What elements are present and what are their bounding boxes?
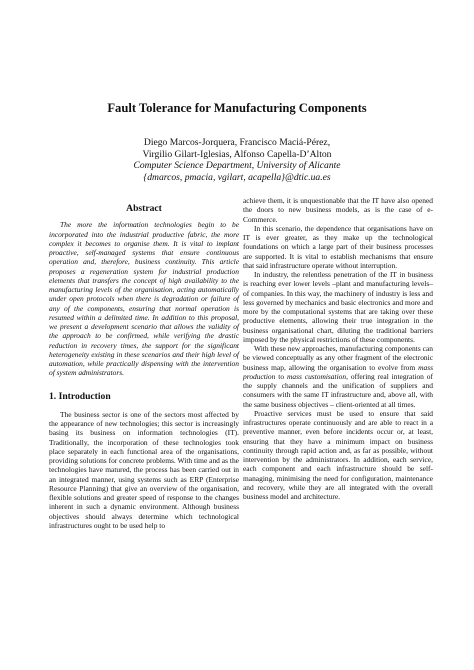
text-run: , offering real integration of the supply channels and the unification of suppliers and consumers with the same IT infrastructure and, above all, with the same business objectives – client-oriented at all times.: [243, 371, 433, 409]
paper-title: Fault Tolerance for Manufacturing Components: [107, 101, 367, 115]
intro-paragraph-3: In industry, the relentless penetration of the IT in business is reaching ever lower levels –plant and manufacturing levels– of companies. In this way, the machinery of industry is less and less governed by mechanics and basic electronics and more and more by the computational systems that are taking over these productive elements, allowing their true integration in the business organisational chart, diluting the traditional barriers imposed by the physical restrictions of these components.: [243, 270, 433, 344]
author-emails: {dmarcos, pmacia, vgilart, acapella}@dtic.ua.es: [143, 171, 331, 183]
affiliation: Computer Science Department, University of Alicante: [133, 160, 341, 172]
intro-paragraph-1: The business sector is one of the sectors most affected by the appearance of new technologies; this sector is increasingly basing its business on information technologies (IT). Traditionally, the incorporation of these technologies took place separately in each functional area of the organisations, providing solutions for concrete problems. With time and as the technologies have matured, the process has been carried out in an integrated manner, using systems such as ERP (Enterprise Resource Planning) that give an overview of the organisation, flexible solutions and greater speed of response to the changes inherent in such a dynamic environment. Although business objectives should always determine which technological infrastructures ought to be used help to: [49, 409, 239, 530]
intro-paragraph-continued: achieve them, it is unquestionable that the IT have also opened the doors to new business models, as is the case of e-Commerce.: [243, 196, 433, 224]
intro-paragraph-4: [243, 344, 433, 409]
author-names-line-1: Diego Marcos-Jorquera, Francisco Maciá-Pérez,: [143, 137, 331, 148]
text-run: With these new approaches, manufacturing components can be viewed conceptually as any other fragment of the electronic business map, allowing the organisation to evolve from: [243, 344, 433, 372]
author-names-line-2: Virgilio Gilart-Iglesias, Alfonso Capella-D’Alton: [142, 148, 332, 160]
intro-paragraph-5: Proactive services must be used to ensure that said infrastructures operate continuously and are able to react in a preventive manner, even before incidents occur or, at least, ensuring that they have a minimum impact on business continuity through rapid action and, as far as possible, without intervention by the administrators. In addition, each service, each component and each infrastructure should be self-managing, minimising the need for configuration, maintenance and recovery, while they are all integrated with the overall business model and architecture.: [243, 408, 433, 501]
section-heading-introduction: 1. Introduction: [49, 390, 111, 402]
emphasis-mass-production: mass production: [243, 362, 433, 381]
abstract-heading: Abstract: [126, 203, 162, 214]
abstract-body: [49, 220, 239, 377]
emphasis-mass-customisation: mass customisation: [286, 371, 347, 381]
abstract-text: The more the information technologies begin to be incorporated into the industrial productive fabric, the more complex it becomes to organise them. It is vital to implant proactive, self-managed systems that ensure continuous operation and, therefore, business continuity. This article proposes a regeneration system for industrial production elements that transfers the concept of high availability to the manufacturing levels of the organisation, acting automatically under open protocols when there is degradation or failure of any of the components, ensuring that normal operation is resumed within a delimited time. In addition to this proposal, we present a development scenario that allows the validity of the approach to be confirmed, while verifying the drastic reduction in recovery times, the support for the significant heterogeneity existing in these scenarios and their high level of automation, while practically dispensing with the intervention of system administrators.: [49, 220, 239, 378]
text-run: to: [275, 371, 287, 381]
left-column: [49, 204, 239, 530]
author-block: [0, 137, 474, 183]
intro-paragraph-2: In this scenario, the dependence that organisations have on IT is ever greater, as they make up the technological foundations on which a large part of their business processes are supported. It is vital to establish mechanisms that ensure that said infrastructure operate without interruption.: [243, 223, 433, 270]
right-column: [243, 196, 433, 501]
